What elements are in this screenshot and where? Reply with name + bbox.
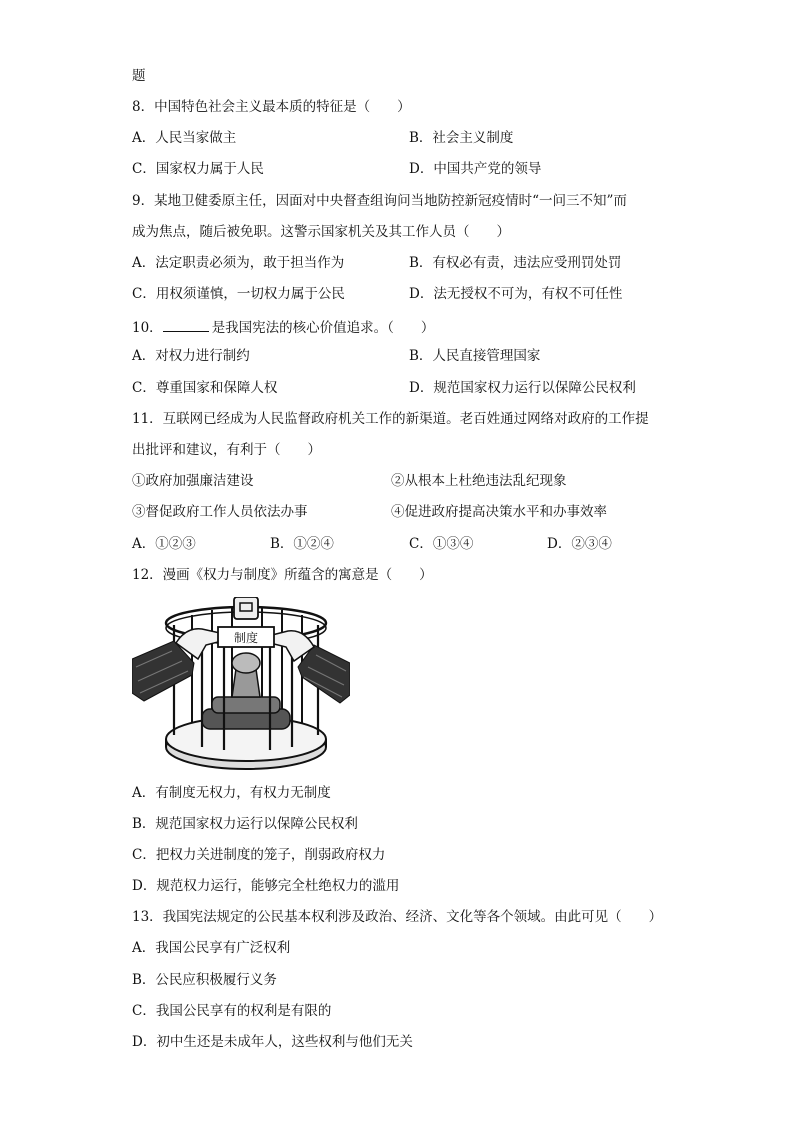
q13-option-a: A．我国公民享有广泛权利 — [132, 940, 291, 956]
q13-option-c: C．我国公民享有的权利是有限的 — [132, 1003, 332, 1019]
q11-statement-3: ③督促政府工作人员依法办事 — [132, 504, 308, 520]
q11-option-d: D．②③④ — [547, 536, 612, 552]
q10-option-c: C．尊重国家和保障人权 — [132, 380, 278, 396]
cage-cartoon-illustration — [132, 597, 350, 775]
q12-option-a: A．有制度无权力，有权力无制度 — [132, 785, 331, 801]
q12-option-b: B．规范国家权力运行以保障公民权利 — [132, 816, 358, 832]
q11-stem-line1: 11．互联网已经成为人民监督政府机关工作的新渠道。老百姓通过网络对政府的工作提 — [132, 411, 649, 427]
q9-option-d: D．法无授权不可为，有权不可任性 — [409, 286, 623, 302]
q10-stem-text: 是我国宪法的核心价值追求。（ ） — [211, 320, 435, 336]
q9-option-a: A．法定职责必须为，敢于担当作为 — [132, 255, 345, 271]
q10-stem — [132, 319, 434, 336]
q8-stem: 8．中国特色社会主义最本质的特征是（ ） — [132, 99, 411, 115]
q9-option-b: B．有权必有责，违法应受刑罚处罚 — [409, 255, 622, 271]
q9-stem-line2: 成为焦点，随后被免职。这警示国家机关及其工作人员（ ） — [132, 224, 510, 240]
q11-statement-4: ④促进政府提高决策水平和办事效率 — [391, 504, 607, 520]
q11-option-b: B．①②④ — [270, 536, 334, 552]
q10-number: 10． — [132, 320, 163, 336]
q11-option-c: C．①③④ — [409, 536, 474, 552]
q11-option-a: A．①②③ — [132, 536, 196, 552]
q11-statement-2: ②从根本上杜绝违法乱纪现象 — [391, 473, 567, 489]
q12-stem: 12．漫画《权力与制度》所蕴含的寓意是（ ） — [132, 567, 433, 583]
q9-option-c: C．用权须谨慎，一切权力属于公民 — [132, 286, 345, 302]
q10-option-a: A．对权力进行制约 — [132, 348, 250, 364]
header-fragment: 题 — [132, 68, 146, 84]
q8-option-b: B．社会主义制度 — [409, 130, 514, 146]
cartoon-label-text: 制度 — [233, 631, 259, 645]
q12-option-c: C．把权力关进制度的笼子，削弱政府权力 — [132, 847, 386, 863]
q9-stem-line1: 9．某地卫健委原主任，因面对中央督查组询问当地防控新冠疫情时“一问三不知”而 — [132, 193, 627, 209]
q8-option-d: D．中国共产党的领导 — [409, 161, 542, 177]
q11-statement-1: ①政府加强廉洁建设 — [132, 473, 254, 489]
answer-blank — [163, 319, 209, 332]
q10-option-d: D．规范国家权力运行以保障公民权利 — [409, 380, 636, 396]
q8-option-a: A．人民当家做主 — [132, 130, 237, 146]
q13-option-d: D．初中生还是未成年人，这些权利与他们无关 — [132, 1034, 413, 1050]
q13-option-b: B．公民应积极履行义务 — [132, 972, 277, 988]
q13-stem: 13．我国宪法规定的公民基本权利涉及政治、经济、文化等各个领域。由此可见（ ） — [132, 909, 663, 925]
cartoon-power-and-system — [132, 597, 350, 775]
q12-option-d: D．规范权力运行，能够完全杜绝权力的滥用 — [132, 878, 400, 894]
q11-stem-line2: 出批评和建议，有利于（ ） — [132, 442, 321, 458]
q10-option-b: B．人民直接管理国家 — [409, 348, 541, 364]
q8-option-c: C．国家权力属于人民 — [132, 161, 264, 177]
